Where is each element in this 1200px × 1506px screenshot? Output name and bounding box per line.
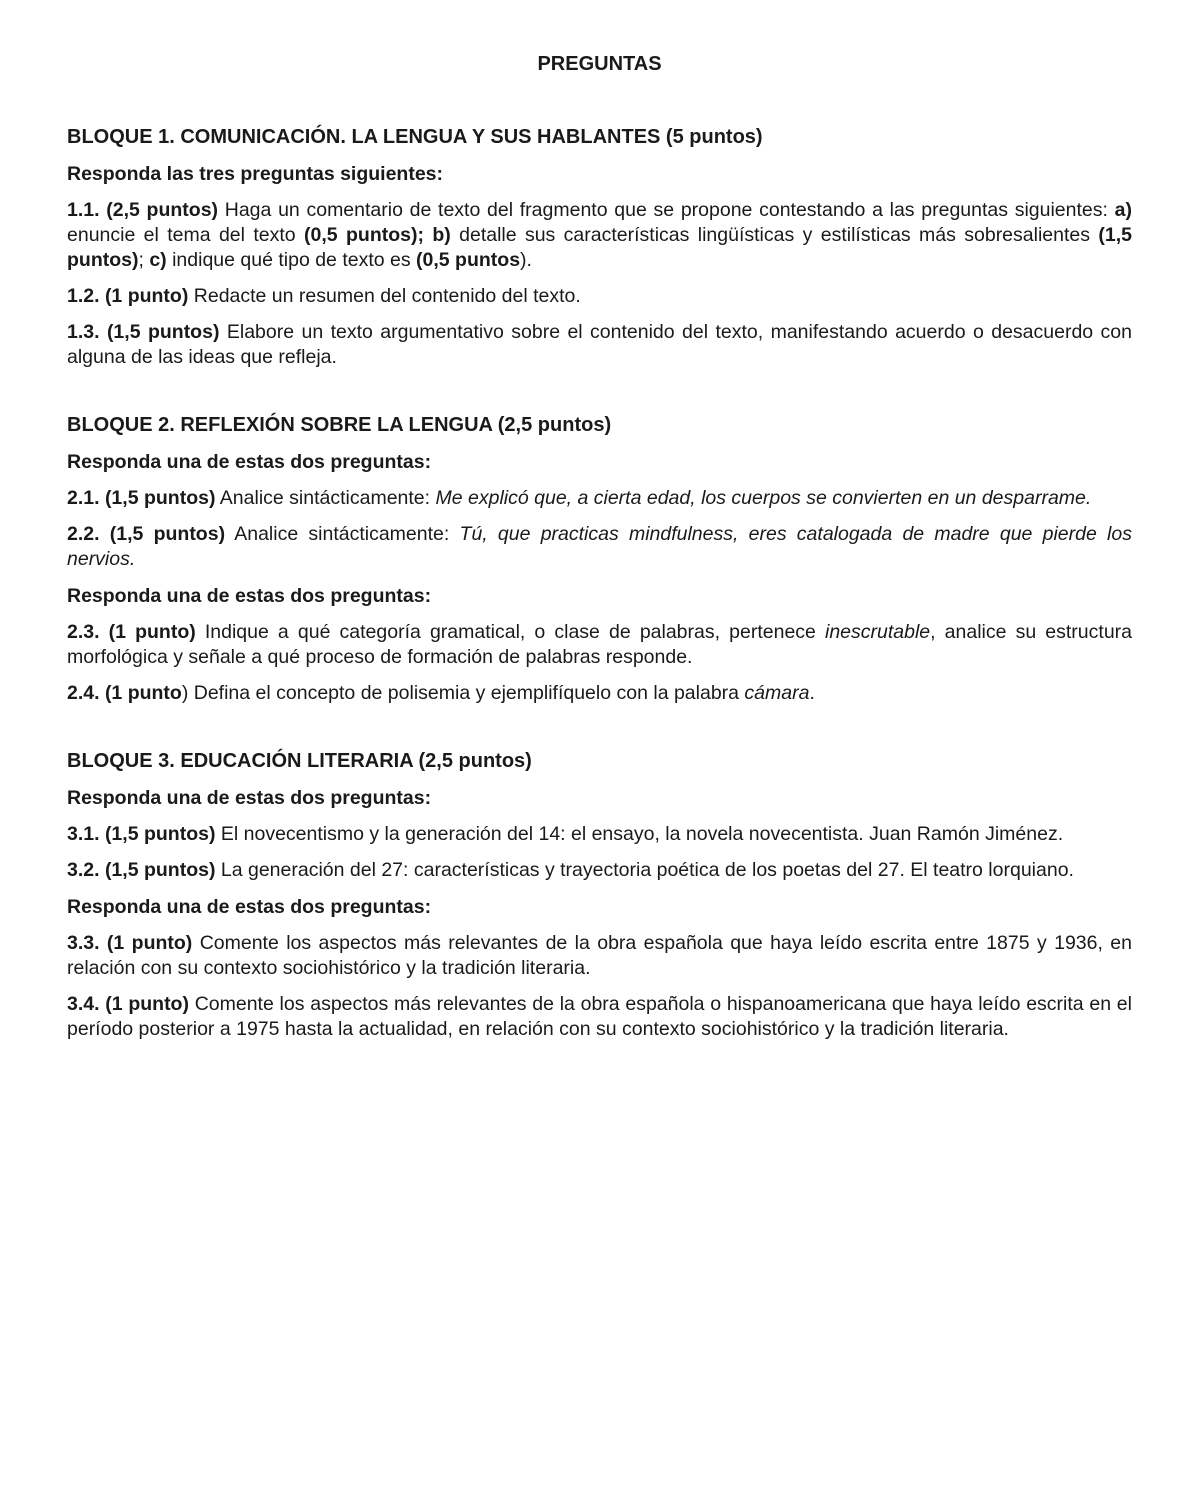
question-text: indique qué tipo de texto es	[166, 249, 417, 271]
question-text: El novecentismo y la generación del 14: el ensayo, la novela novecentista. Juan Ramón Jiménez.	[215, 823, 1064, 845]
question-text: Redacte un resumen del contenido del texto.	[188, 285, 581, 307]
question-quote: inescrutable	[825, 621, 931, 643]
question-text: Comente los aspectos más relevantes de la obra española que haya leído escrita entre 1875 y 1936, en relación con su contexto sociohistórico y la tradición literaria.	[67, 932, 1132, 979]
question-number: (0,5 puntos	[416, 249, 521, 271]
question-number: 2.4. (1 punto	[67, 682, 182, 704]
question-number: 2.3. (1 punto)	[67, 621, 196, 643]
question-text: ;	[138, 249, 150, 271]
question-text: Haga un comentario de texto del fragmento que se propone contestando a las preguntas siguientes:	[218, 199, 1115, 221]
question-item	[67, 198, 1132, 273]
question-number: 2.1. (1,5 puntos)	[67, 487, 216, 509]
exam-page	[67, 50, 1132, 1042]
question-number: 3.2. (1,5 puntos)	[67, 859, 216, 881]
instruction: Responda una de estas dos preguntas:	[67, 451, 432, 473]
instruction: Responda las tres preguntas siguientes:	[67, 163, 444, 185]
spacer	[67, 370, 1132, 412]
question-item	[67, 486, 1132, 511]
question-item	[67, 931, 1132, 981]
question-text: enuncie el tema del texto	[67, 224, 305, 246]
question-number: 2.2. (1,5 puntos)	[67, 523, 226, 545]
question-item	[67, 822, 1132, 847]
question-item	[67, 858, 1132, 883]
question-quote: cámara	[744, 682, 810, 704]
question-item	[67, 320, 1132, 370]
question-text: .	[809, 682, 815, 704]
question-quote: Tú, que practicas mindfulness, eres catalogada de madre que pierde los nervios.	[67, 523, 1132, 570]
question-text: ) Defina el concepto de polisemia y ejemplifíquelo con la palabra	[181, 682, 745, 704]
question-text: Analice sintácticamente:	[225, 523, 460, 545]
question-item	[67, 620, 1132, 670]
question-text: Comente los aspectos más relevantes de la obra española o hispanoamericana que haya leído escrita en el período posterior a 1975 hasta la actualidad, en relación con su contexto sociohistórico y la tradición literaria.	[67, 993, 1132, 1040]
question-text: detalle sus características lingüísticas y estilísticas más sobresalientes	[450, 224, 1099, 246]
question-number: 3.3. (1 punto)	[67, 932, 193, 954]
question-number: 1.2. (1 punto)	[67, 285, 189, 307]
question-text: Analice sintácticamente:	[215, 487, 436, 509]
question-number: (1,5 puntos)	[67, 224, 1132, 271]
bloque-title: BLOQUE 3. EDUCACIÓN LITERARIA (2,5 puntos)	[67, 750, 532, 772]
instruction: Responda una de estas dos preguntas:	[67, 896, 432, 918]
question-text: , analice su estructura morfológica y señale a qué proceso de formación de palabras responde.	[67, 621, 1132, 668]
bloque-1	[67, 124, 1132, 370]
page-title: PREGUNTAS	[537, 53, 662, 75]
question-number: (0,5 puntos); b)	[304, 224, 451, 246]
spacer	[67, 706, 1132, 748]
question-item	[67, 681, 1132, 706]
question-text: La generación del 27: características y trayectoria poética de los poetas del 27. El teatro lorquiano.	[215, 859, 1074, 881]
question-item	[67, 522, 1132, 572]
question-item	[67, 284, 1132, 309]
question-number: a)	[1114, 199, 1132, 221]
question-item	[67, 992, 1132, 1042]
question-quote: Me explicó que, a cierta edad, los cuerpos se convierten en un desparrame.	[435, 487, 1092, 509]
instruction: Responda una de estas dos preguntas:	[67, 585, 432, 607]
question-number: 1.3. (1,5 puntos)	[67, 321, 220, 343]
bloque-3	[67, 748, 1132, 1042]
question-number: c)	[149, 249, 167, 271]
instruction: Responda una de estas dos preguntas:	[67, 787, 432, 809]
question-text: Indique a qué categoría gramatical, o clase de palabras, pertenece	[195, 621, 825, 643]
question-number: 3.1. (1,5 puntos)	[67, 823, 216, 845]
question-text: Elabore un texto argumentativo sobre el contenido del texto, manifestando acuerdo o desacuerdo con alguna de las ideas que refleja.	[67, 321, 1132, 368]
question-number: 1.1. (2,5 puntos)	[67, 199, 219, 221]
bloque-title: BLOQUE 1. COMUNICACIÓN. LA LENGUA Y SUS HABLANTES (5 puntos)	[67, 126, 763, 148]
bloque-title: BLOQUE 2. REFLEXIÓN SOBRE LA LENGUA (2,5 puntos)	[67, 414, 612, 436]
question-text: ).	[520, 249, 532, 271]
question-number: 3.4. (1 punto)	[67, 993, 189, 1015]
bloque-2	[67, 412, 1132, 706]
exam-content	[67, 78, 1132, 1042]
spacer	[67, 78, 1132, 124]
